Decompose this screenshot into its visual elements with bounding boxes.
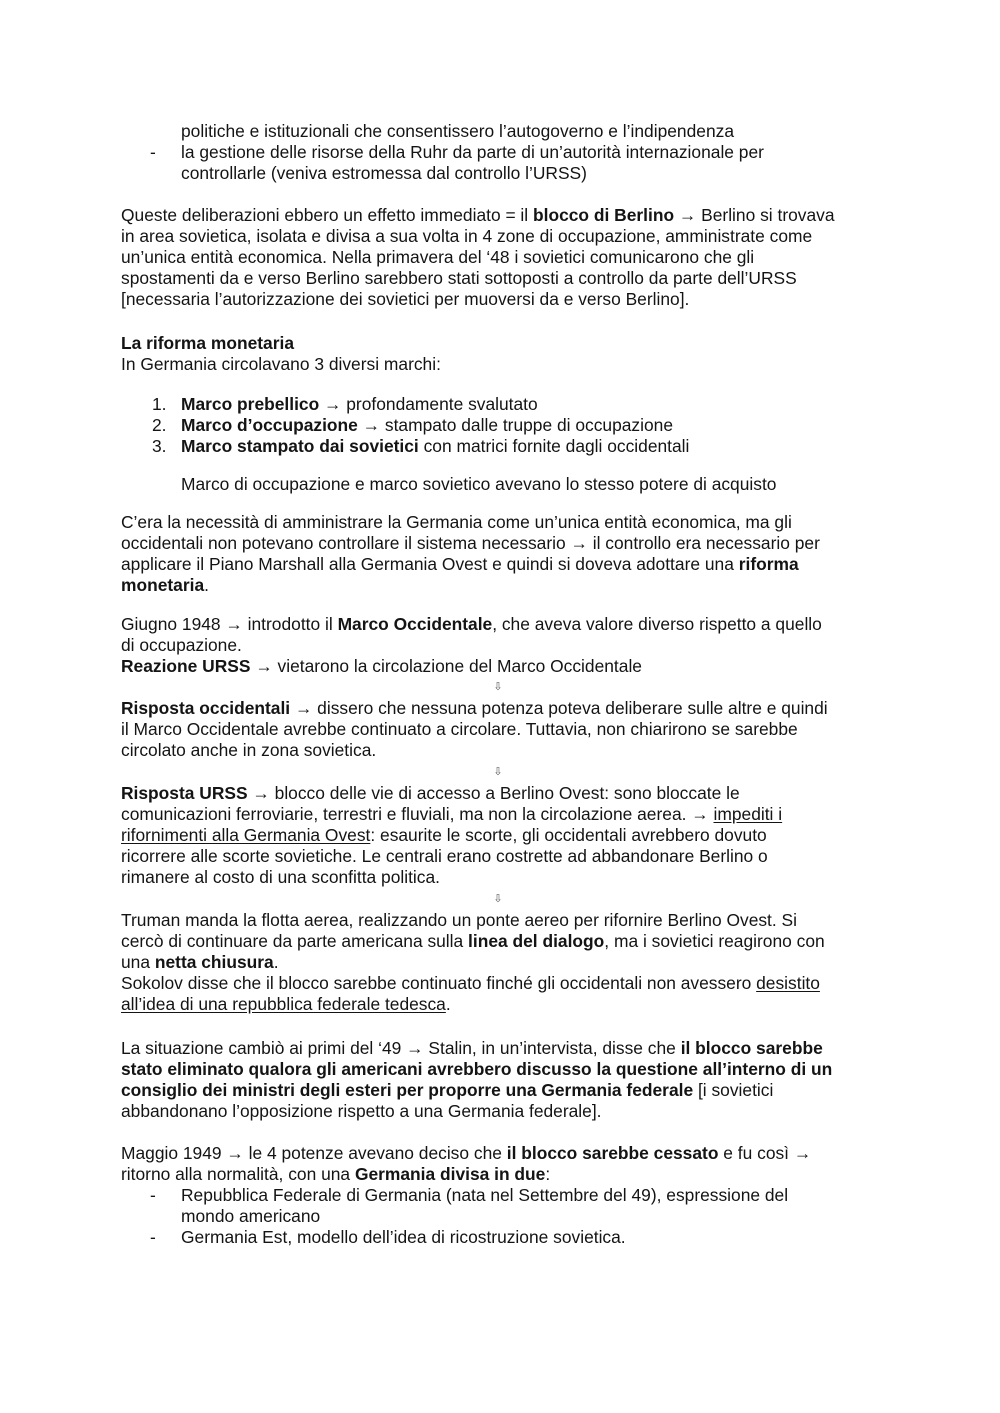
list-item: - Germania Est, modello dell’idea di ricostruzione sovietica.	[150, 1227, 626, 1247]
numbered-list-marchi	[121, 394, 881, 457]
bullet-dash: -	[150, 1185, 156, 1205]
bullet-dash: -	[150, 142, 156, 162]
numbered-item: 2. Marco d’occupazione → stampato dalle truppe di occupazione	[152, 415, 673, 435]
paragraph-maggio-1949: Maggio 1949 → le 4 potenze avevano deciso che il blocco sarebbe cessato e fu così → ritorno alla normalità, con una Germania divisa in due: - Repubblica Federale di Germania (nata nel Settembre del 49), espressione del mondo americano - Germania Est, modello dell’idea di ricostruzione sovietica.	[121, 1143, 881, 1248]
paragraph-blocco-berlino: Queste deliberazioni ebbero un effetto immediato = il blocco di Berlino → Berlino si trovava in area sovietica, isolata e divisa a sua volta in 4 zone di occupazione, amministrate come un’unica entità economica. Nella primavera del ‘48 i sovietici comunicarono che gli spostamenti da e verso Berlino sarebbero stati sottoposti a controllo da parte dell’URSS [necessaria l’autorizzazione dei sovietici per muoversi da e verso Berlino].	[121, 205, 835, 309]
list-item: - Repubblica Federale di Germania (nata nel Settembre del 49), espressione del mondo americano	[150, 1185, 789, 1226]
numbered-item: 1. Marco prebellico → profondamente svalutato	[152, 394, 538, 414]
list-item-continuation: politiche e istituzionali che consentissero l’autogoverno e l’indipendenza	[181, 121, 734, 141]
paragraph-stalin: La situazione cambiò ai primi del ‘49 → Stalin, in un’intervista, disse che il blocco sarebbe stato eliminato qualora gli americani avrebbero discusso la questione all’interno di un consiglio dei ministri degli esteri per proporre una Germania federale [i sovietici abbandonano l’opposizione rispetto a una Germania federale].	[121, 1038, 833, 1121]
paragraph-risposta-urss: Risposta URSS → blocco delle vie di accesso a Berlino Ovest: sono bloccate le comunicazioni ferroviarie, terrestri e fluviali, ma non la circolazione aerea. → impediti i rifornimenti alla Germania Ovest: esaurite le scorte, gli occidentali avrebbero dovuto ricorrere alle scorte sovietiche. Le centrali erano costrette ad abbandonare Berlino o rimanere al costo di una sconfitta politica.	[121, 783, 783, 887]
section-heading: La riforma monetaria	[121, 333, 294, 353]
list-item: - la gestione delle risorse della Ruhr da parte di un’autorità internazionale per controllarle (veniva estromessa dal controllo l’URSS)	[150, 142, 764, 183]
section-riforma-monetaria	[121, 333, 881, 375]
paragraph-necessita: C’era la necessità di amministrare la Germania come un’unica entità economica, ma gli occidentali non potevano controllare il sistema necessario → il controllo era necessario per applicare il Piano Marshall alla Germania Ovest e quindi si doveva adottare una riforma monetaria.	[121, 512, 820, 595]
arrow-down-icon: ⇩	[493, 893, 503, 905]
paragraph-risposta-occidentali: Risposta occidentali → dissero che nessuna potenza poteva deliberare sulle altre e quindi il Marco Occidentale avrebbe continuato a circolare. Tuttavia, non chiarirono se sarebbe circolato anche in zona sovietica.	[121, 698, 828, 760]
paragraph-truman: Truman manda la flotta aerea, realizzando un ponte aereo per rifornire Berlino Ovest. Si cercò di continuare da parte americana sulla linea del dialogo, ma i sovietici reagirono con una netta chiusura. Sokolov disse che il blocco sarebbe continuato finché gli occidentali non avessero desistito all’idea di una repubblica federale tedesca.	[121, 910, 825, 1014]
paragraph-giugno-1948: Giugno 1948 → introdotto il Marco Occidentale, che aveva valore diverso rispetto a quello di occupazione. Reazione URSS → vietarono la circolazione del Marco Occidentale	[121, 614, 822, 676]
arrow-down-icon: ⇩	[493, 681, 503, 693]
list-note: Marco di occupazione e marco sovietico avevano lo stesso potere di acquisto	[181, 474, 777, 494]
numbered-item: 3. Marco stampato dai sovietici con matrici fornite dagli occidentali	[152, 436, 690, 456]
arrow-down-icon: ⇩	[493, 766, 503, 778]
section-intro: In Germania circolavano 3 diversi marchi:	[121, 354, 441, 374]
bold-term: blocco di Berlino	[533, 205, 675, 225]
bullet-list-top	[121, 121, 881, 184]
bullet-dash: -	[150, 1227, 156, 1247]
